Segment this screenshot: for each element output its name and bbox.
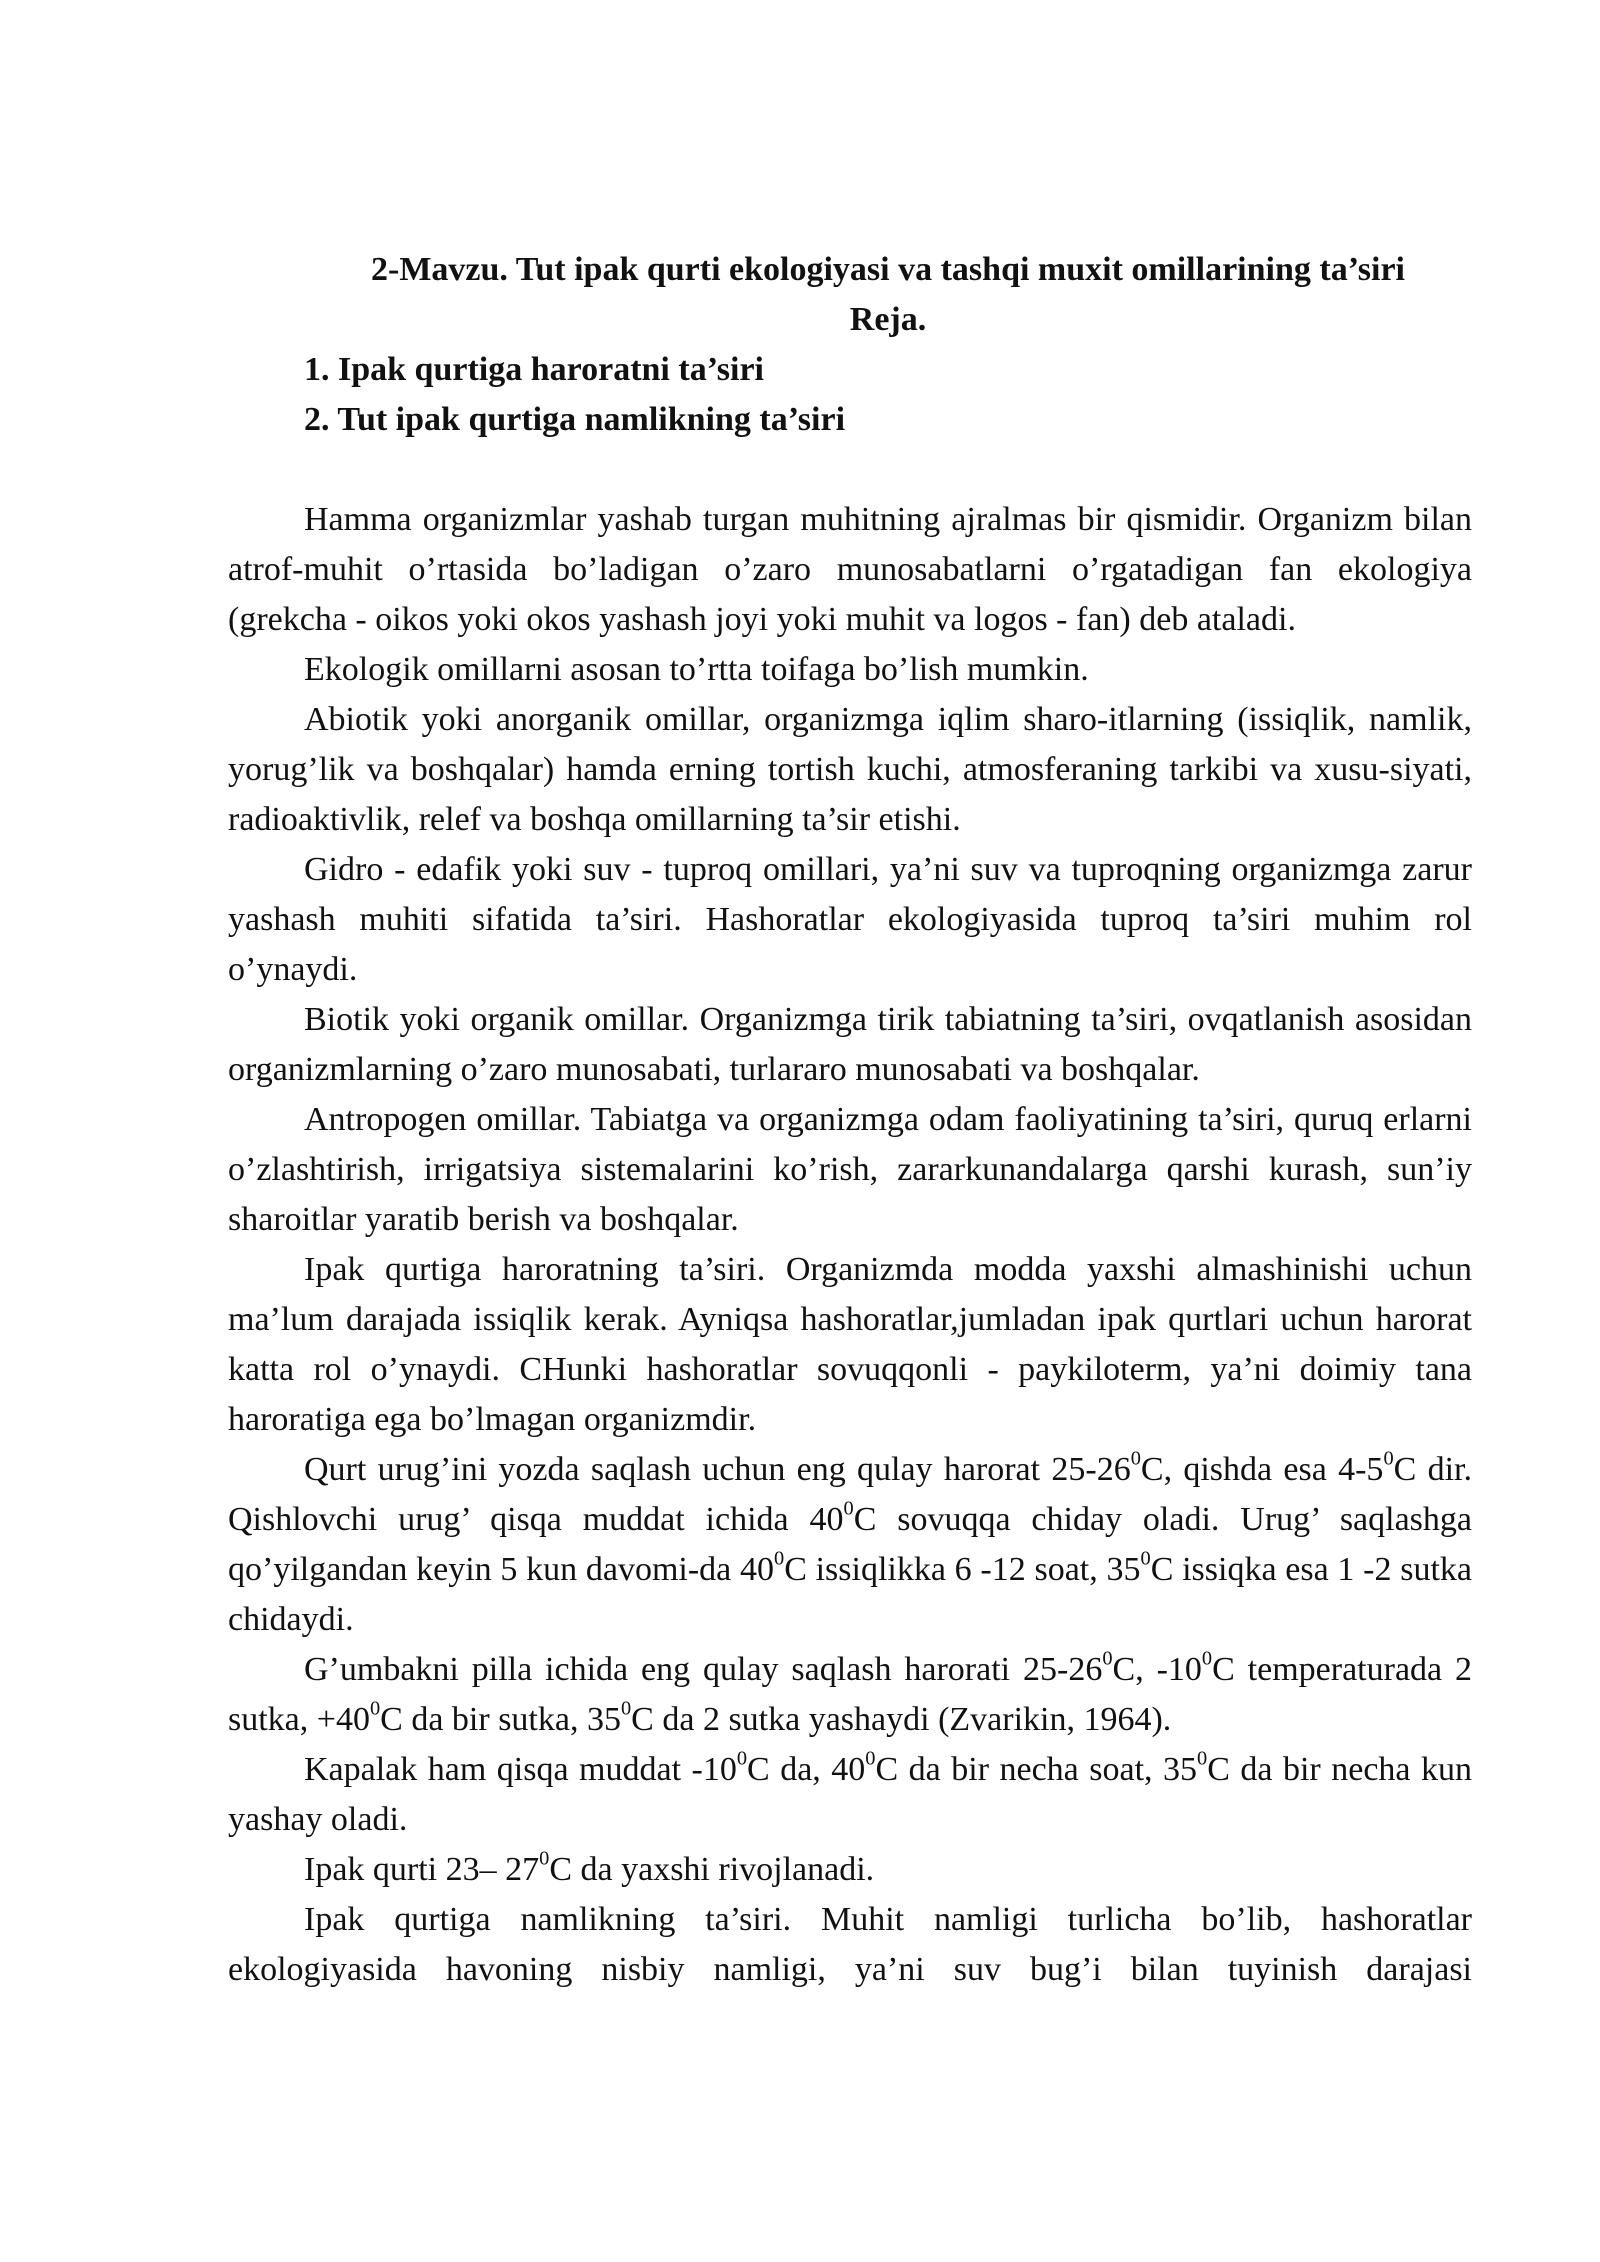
text-run: Ipak qurti 23– 27 [304, 1851, 540, 1888]
plan-item: 2. Tut ipak qurtiga namlikning ta’siri [304, 401, 846, 438]
paragraph: Ipak qurtiga haroratning ta’siri. Organizmda modda yaxshi almashinishi uchun ma’lum darajada issiqlik kerak. Ayniqsa hashoratlar,jumladan ipak qurtlari uchun harorat katta rol o’ynaydi. CHunki hashoratlar sovuqqonli - paykiloterm, ya’ni doimiy tana haroratiga ega bo’lmagan organizmdir. [228, 1251, 1472, 1438]
text-run: C da bir sutka, 35 [380, 1701, 621, 1738]
degree-superscript: 0 [774, 1547, 785, 1570]
degree-superscript: 0 [865, 1747, 876, 1770]
text-run: C da 2 sutka yashaydi (Zvarikin, 1964). [631, 1701, 1172, 1738]
temperature-paragraph [228, 1645, 1472, 1745]
paragraph: Gidro - edafik yoki suv - tuproq omillari, ya’ni suv va tuproqning organizmga zarur yashash muhiti sifatida ta’siri. Hashoratlar ekologiyasida tuproq ta’siri muhim rol o’ynaydi. [228, 851, 1472, 988]
text-run: G’umbakni pilla ichida eng qulay saqlash harorati 25-26 [304, 1651, 1103, 1688]
degree-superscript: 0 [539, 1847, 550, 1870]
paragraph: Ipak qurtiga namlikning ta’siri. Muhit namligi turlicha bo’lib, hashoratlar ekologiyasida havoning nisbiy namligi, ya’ni suv bug’i bilan tuyinish darajasi [228, 1901, 1472, 1988]
text-run: Qurt urug’ini yozda saqlash uchun eng qulay harorat 25-26 [304, 1451, 1131, 1488]
document-content [228, 245, 1472, 1995]
degree-superscript: 0 [620, 1697, 632, 1720]
temperature-paragraph [228, 1745, 1472, 1845]
degree-superscript: 0 [736, 1747, 748, 1770]
paragraph: Antropogen omillar. Tabiatga va organizmga odam faoliyatining ta’siri, quruq erlarni o’zlashtirish, irrigatsiya sistemalarini ko’rish, zararkunandalarga qarshi kurash, sun’iy sharoitlar yaratib berish va boshqalar. [228, 1101, 1472, 1238]
temperature-paragraph [228, 1445, 1472, 1645]
plan-item: 1. Ipak qurtiga haroratni ta’siri [304, 351, 764, 388]
degree-superscript: 0 [1140, 1547, 1151, 1570]
paragraph: Abiotik yoki anorganik omillar, organizmga iqlim sharo-itlarning (issiqlik, namlik, yorug’lik va boshqalar) hamda erning tortish kuchi, atmosferaning tarkibi va xusu-siyati, radioaktivlik, relef va boshqa omillarning ta’sir etishi. [228, 701, 1472, 838]
text-run: C, -10 [1112, 1651, 1202, 1688]
plan-heading: Reja. [849, 301, 927, 338]
degree-superscript: 0 [369, 1697, 381, 1720]
document-title: 2-Mavzu. Tut ipak qurti ekologiyasi va tashqi muxit omillarining ta’siri [371, 251, 1405, 288]
text-run: C, qishda esa 4-5 [1140, 1451, 1384, 1488]
text-run: Kapalak ham qisqa muddat -10 [304, 1751, 737, 1788]
text-run: C da bir necha soat, 35 [875, 1751, 1198, 1788]
text-run: C da, 40 [747, 1751, 866, 1788]
degree-superscript: 0 [1102, 1647, 1113, 1670]
degree-superscript: 0 [843, 1497, 854, 1520]
text-run: C da yaxshi rivojlanadi. [549, 1851, 875, 1888]
text-run: C issiqlikka 6 -12 soat, 35 [784, 1551, 1141, 1588]
text-run: C dir. Qishlovchi urug’ qisqa muddat ichida 40 [228, 1451, 1472, 1538]
paragraph: Ekologik omillarni asosan to’rtta toifaga bo’lish mumkin. [304, 651, 1089, 688]
temperature-paragraph [228, 1845, 1472, 1895]
degree-superscript: 0 [1197, 1747, 1208, 1770]
text-run: C da bir necha kun yashay oladi. [228, 1751, 1472, 1838]
text-run: C sovuqqa chiday oladi. Urug’ saqlashga qo’yilgandan keyin 5 kun davomi-da 40 [228, 1501, 1472, 1588]
paragraph: Hamma organizmlar yashab turgan muhitning ajralmas bir qismidir. Organizm bilan atrof-muhit o’rtasida bo’ladigan o’zaro munosabatlarni o’rgatadigan fan ekologiya (grekcha - oikos yoki okos yashash joyi yoki muhit va logos - fan) deb ataladi. [228, 501, 1472, 638]
degree-superscript: 0 [1201, 1647, 1213, 1670]
text-run: C issiqka esa 1 -2 sutka chidaydi. [228, 1551, 1472, 1638]
document-body [228, 495, 1472, 1995]
text-run: C temperaturada 2 sutka, +40 [228, 1651, 1473, 1738]
paragraph: Biotik yoki organik omillar. Organizmga tirik tabiatning ta’siri, ovqatlanish asosidan organizmlarning o’zaro munosabati, turlararo munosabati va boshqalar. [228, 1001, 1472, 1088]
degree-superscript: 0 [1130, 1447, 1141, 1470]
degree-superscript: 0 [1383, 1447, 1394, 1470]
plan-list [228, 345, 1472, 445]
